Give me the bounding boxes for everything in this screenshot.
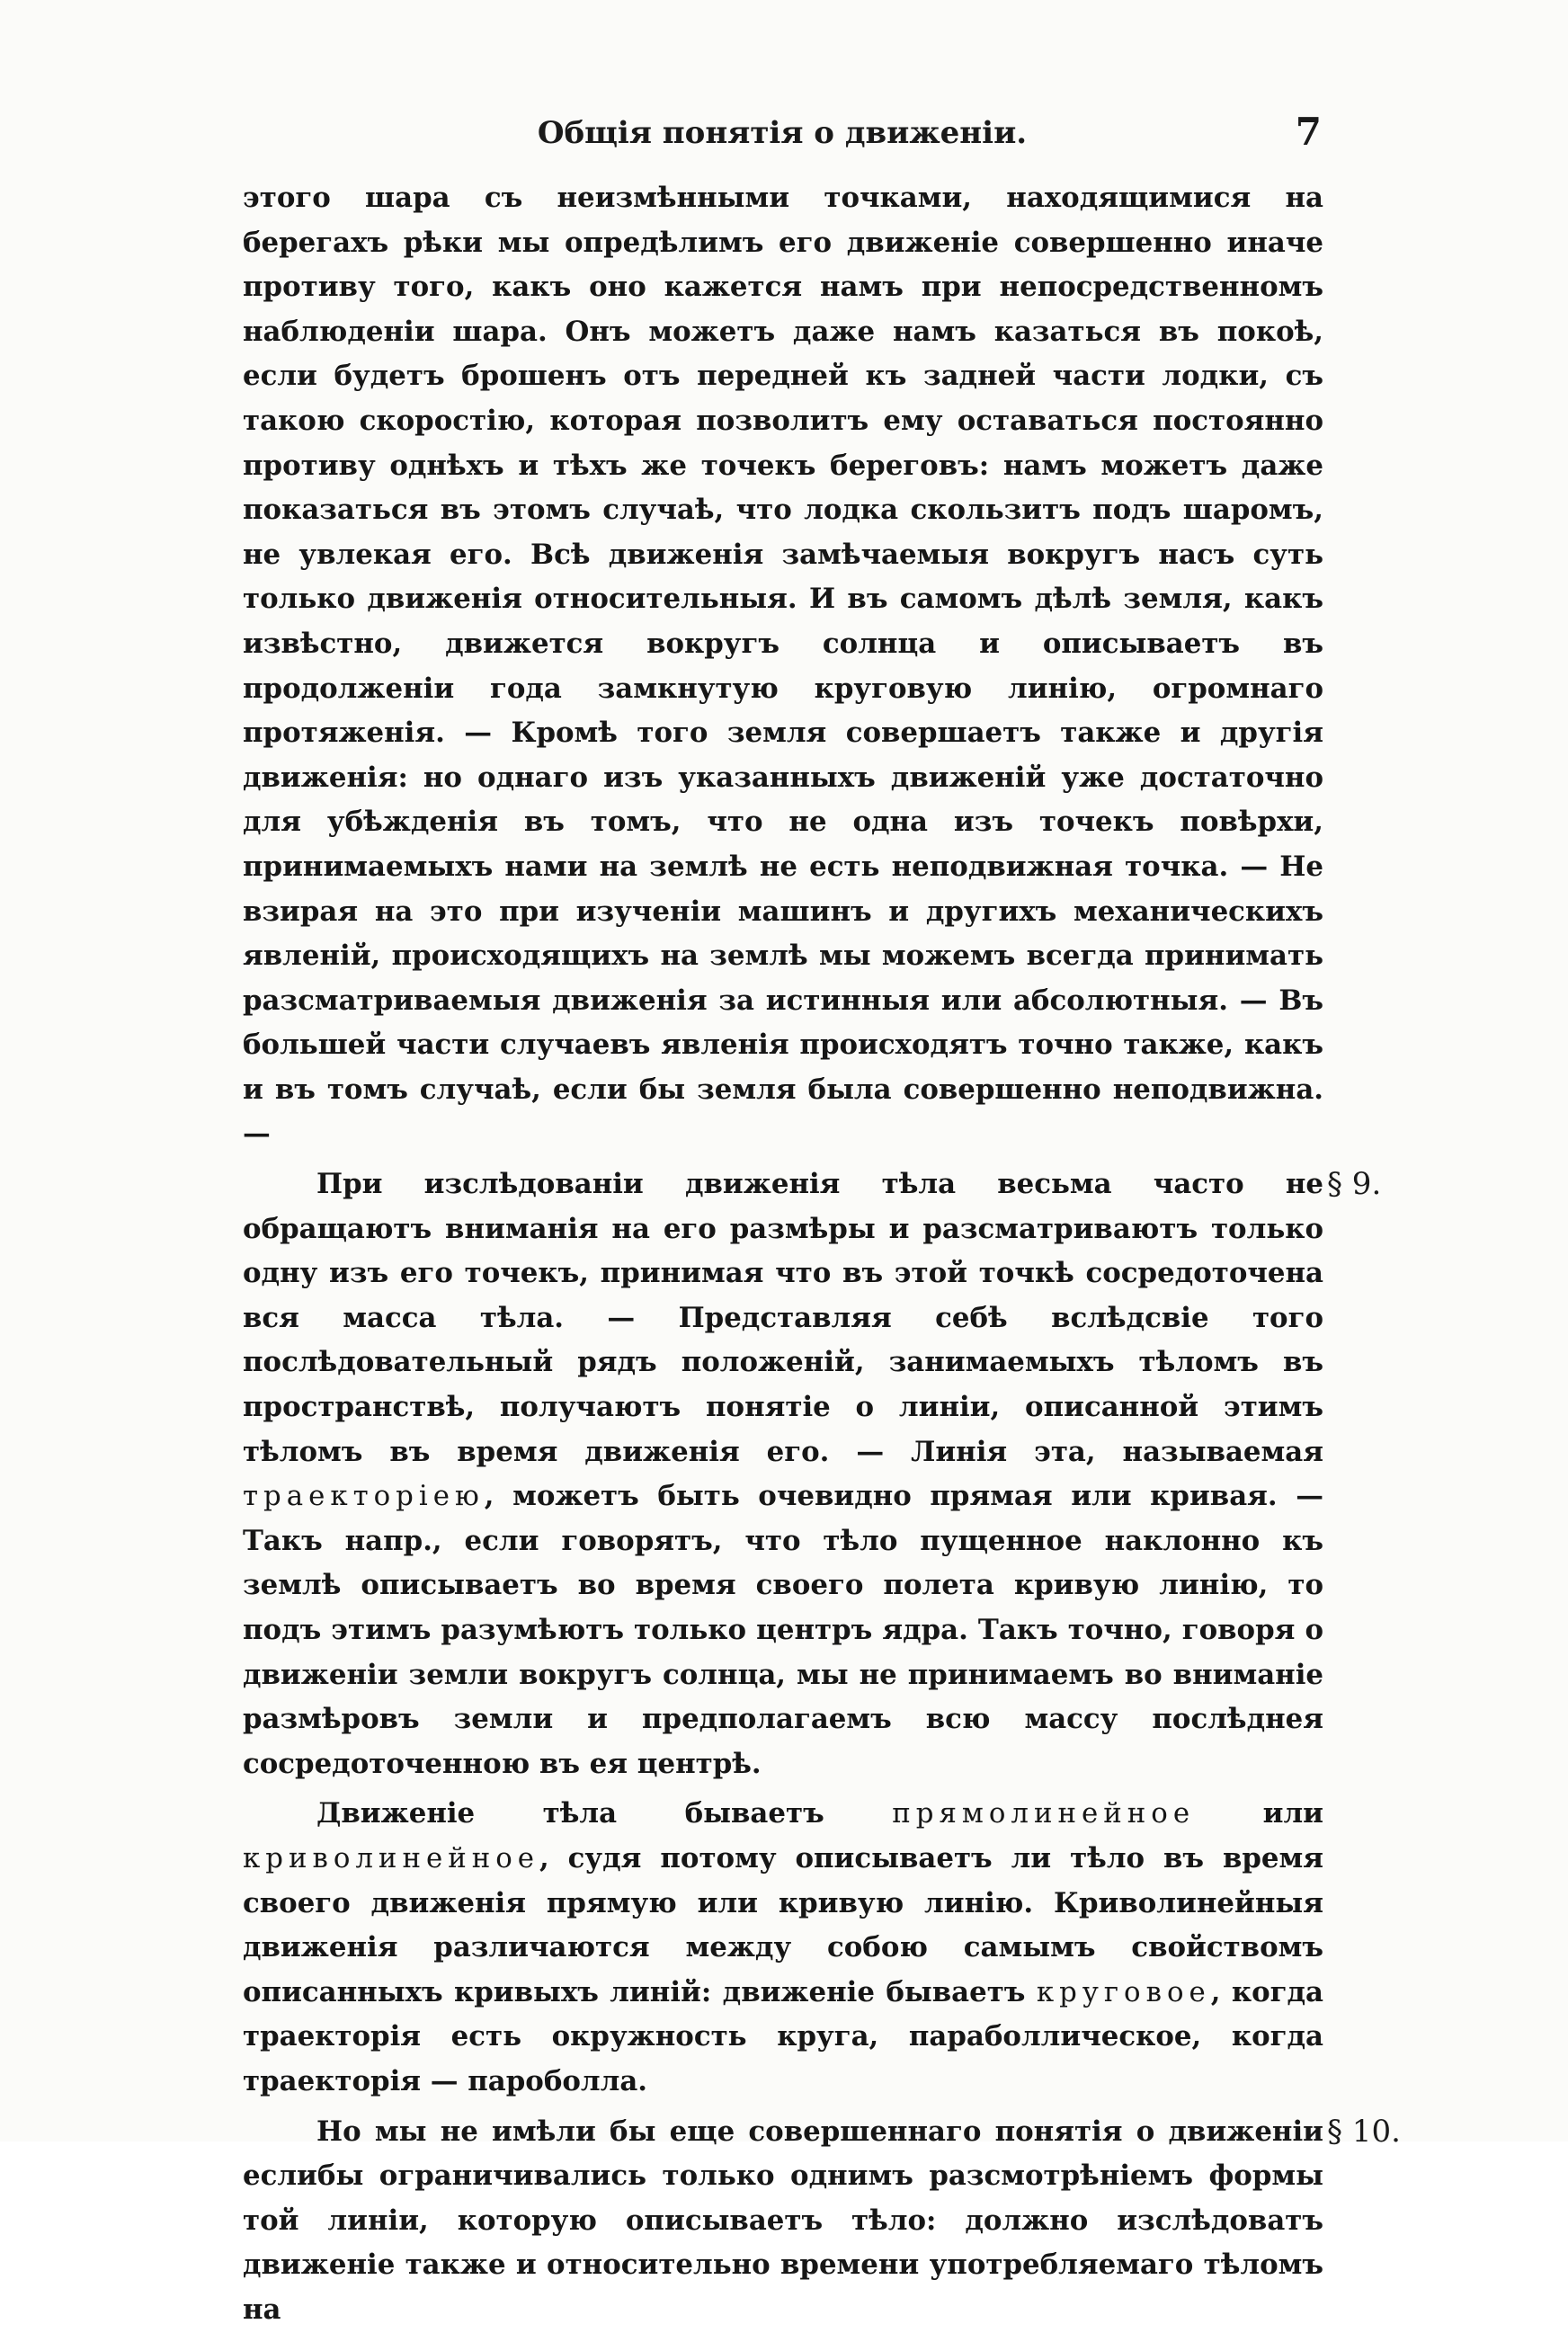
paragraph-motion-types — [243, 1792, 1323, 2104]
paragraph-section-10 — [243, 2110, 1401, 2333]
paragraph-text: Движеніе тѣла бываетъ — [316, 1797, 893, 1830]
paragraph-text: , судя потому описываетъ ли тѣло въ время своего движенія прямую или кривую линію. Криволинейныя движенія различаются между собою самымъ свойствомъ описанныхъ кривыхъ линій: движеніе бываетъ — [243, 1841, 1323, 2008]
section-marker: § 10. — [1327, 2113, 1401, 2150]
emphasized-term: криволинейное — [243, 1841, 540, 1874]
paragraph-text: или — [1195, 1797, 1323, 1830]
emphasized-term: прямолинейное — [892, 1797, 1196, 1830]
running-title: Общія понятія о движеніи. — [537, 115, 1028, 151]
paragraph-continued — [243, 176, 1323, 1157]
paragraph-text: , можетъ быть очевидно прямая или кривая. — Такъ напр., если говорятъ, что тѣло пущенное наклонно къ землѣ описываетъ во время своего полета кривую линію, то подъ этимъ разумѣютъ только центръ ядра. Такъ точно, говоря о движеніи земли вокругъ солнца, мы не принимаемъ во вниманіе размѣровъ земли и предполагаемъ всю массу послѣднея сосредоточенною въ ея центрѣ. — [243, 1480, 1323, 1780]
page-header — [243, 110, 1322, 169]
paragraph-section-9 — [243, 1162, 1382, 1786]
section-marker: § 9. — [1327, 1166, 1382, 1203]
paragraph-text: При изслѣдованіи движенія тѣла весьма часто не обращаютъ вниманія на его размѣры и разсматриваютъ только одну изъ его точекъ, принимая что въ этой точкѣ сосредоточена вся масса тѣла. — Представляя себѣ вслѣдсвіе того послѣдовательный рядъ положеній, занимаемыхъ тѣломъ въ пространствѣ, получаютъ понятіе о линіи, описанной этимъ тѣломъ въ время движенія его. — Линія эта, называемая — [243, 1168, 1323, 1468]
body-text — [243, 176, 1401, 2333]
page-number: 7 — [1295, 110, 1322, 154]
paragraph-text: , когда траекторія есть окружность круга, параболлическое, когда траекторія — пароболла. — [243, 1975, 1323, 2097]
emphasized-term: траекторіею — [243, 1480, 485, 1513]
paragraph-text: Но мы не имѣли бы еще совершеннаго понятія о движеніи еслибы ограничивались только однимъ разсмотрѣніемъ формы той линіи, которую описываетъ тѣло: должно изслѣдоватъ движеніе также и относительно времени употребляемаго тѣломъ на — [243, 2115, 1323, 2326]
paragraph-text: этого шара съ неизмѣнными точками, находящимися на берегахъ рѣки мы опредѣлимъ его движеніе совершенно иначе противу того, какъ оно кажется намъ при непосредственномъ наблюденіи шара. Онъ можетъ даже намъ казаться въ покоѣ, если будетъ брошенъ отъ передней къ задней части лодки, съ такою скоростію, которая позволитъ ему оставаться постоянно противу однѣхъ и тѣхъ же точекъ береговъ: намъ можетъ даже показаться въ этомъ случаѣ, что лодка скользитъ подъ шаромъ, не увлекая его. Всѣ движенія замѣчаемыя вокругъ насъ суть только движенія относительныя. И въ самомъ дѣлѣ земля, какъ извѣстно, движется вокругъ солнца и описываетъ въ продолженіи года замкнутую круговую линію, огромнаго протяженія. — Кромѣ того земля совершаетъ также и другія движенія: но однаго изъ указанныхъ движеній уже достаточно для убѣжденія въ томъ, что не одна изъ точекъ повѣрхи, принимаемыхъ нами на землѣ не есть неподвижная точка. — Не взирая на это при изученіи машинъ и другихъ механическихъ явленій, происходящихъ на землѣ мы можемъ всегда принимать разсматриваемыя движенія за истинныя или абсолютныя. — Въ большей части случаевъ явленія происходятъ точно также, какъ и въ томъ случаѣ, если бы земля была совершенно неподвижна. — — [243, 182, 1323, 1151]
emphasized-term: круговое — [1036, 1975, 1211, 2008]
